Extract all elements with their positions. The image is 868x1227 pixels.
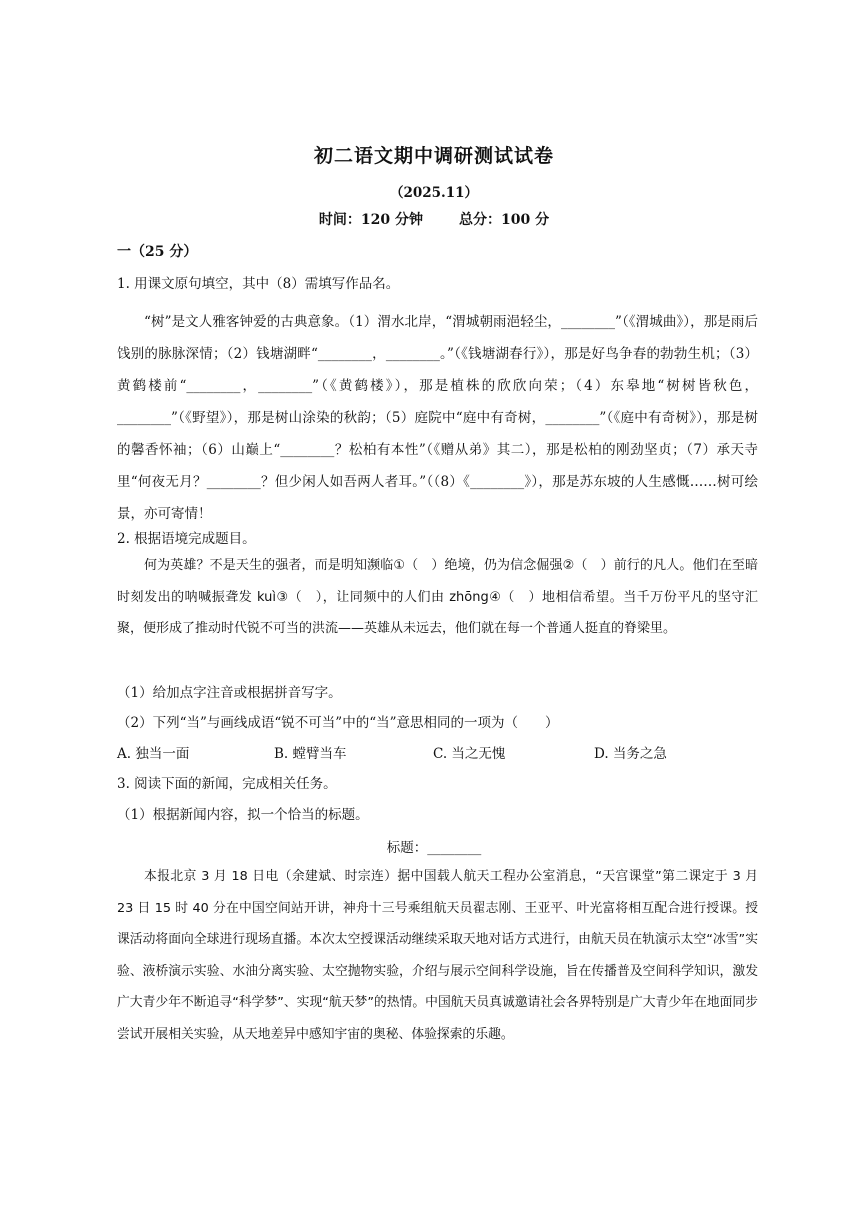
- option-a: A. 独当一面: [117, 746, 190, 762]
- question-1-passage: “树”是文人雅客钟爱的古典意象。（1）渭水北岸，“渭城朝雨浥轻尘，________”（《渭城曲》），那是雨后饯别的脉脉深情；（2）钱塘湖畔“________，________。”（《钱塘湖春行》），那是好鸟争春的勃勃生机；（3）黄鹤楼前“________，________”（《黄鹤楼》），那是植株的欣欣向荣；（4）东皋地“树树皆秋色，________”（《野望》），那是树山涂染的秋韵；（5）庭院中“庭中有奇树，________”（《庭中有奇树》），那是树的馨香怀袖；（6）山巅上“________？松柏有本性”（《赠从弟》其二），那是松柏的刚劲坚贞；（7）承天寺里“何夜无月？________？但少闲人如吾两人者耳。”（（8）《________》），那是苏东坡的人生感慨……树可绘景，亦可寄情！: [117, 314, 758, 522]
- option-c: C. 当之无愧: [433, 746, 506, 762]
- question-2-sub2: （2）下列“当”与画线成语“锐不可当”中的“当”意思相同的一项为（ ）: [117, 715, 559, 731]
- question-1-prompt: 1. 用课文原句填空，其中（8）需填写作品名。: [117, 276, 400, 292]
- option-b: B. 螳臂当车: [274, 746, 347, 762]
- exam-time: 时间：120 分钟: [318, 212, 423, 228]
- question-3-sub1: （1）根据新闻内容，拟一个恰当的标题。: [117, 807, 369, 823]
- exam-date: （2025.11）: [389, 185, 479, 201]
- question-3-prompt: 3. 阅读下面的新闻，完成相关任务。: [117, 776, 337, 792]
- news-passage: 本报北京 3 月 18 日电（余建斌、时宗连）据中国载人航天工程办公室消息，“天宫课堂”第二课定于 3 月 23 日 15 时 40 分在中国空间站开讲，神舟十三号乘组航天员翟志刚、王亚平、叶光富将相互配合进行授课。授课活动将面向全球进行现场直播。本次太空授课活动继续采取天地对话方式进行，由航天员在轨演示太空“冰雪”实验、液桥演示实验、水油分离实验、太空抛物实验，介绍与展示空间科学设施，旨在传播普及空间科学知识，激发广大青少年不断追寻“科学梦”、实现“航天梦”的热情。中国航天员真诚邀请社会各界特别是广大青少年在地面同步尝试开展相关实验，从天地差异中感知宇宙的奥秘、体验探索的乐趣。: [117, 869, 758, 1042]
- question-2-passage: 何为英雄？不是天生的强者，而是明知濒临①（ ）绝境，仍为信念倔强②（ ）前行的凡人。他们在至暗时刻发出的呐喊振聋发 kuì③（ ），让同频中的人们由 zhōng④（ ）地相信希望。当千万份平凡的坚守汇聚，便形成了推动时代锐不可当的洪流——英雄从未远去，他们就在每一个普通人挺直的脊梁里。: [117, 558, 758, 636]
- option-d: D. 当务之急: [594, 746, 667, 762]
- news-title-blank: 标题：________: [386, 840, 482, 856]
- exam-score: 总分：100 分: [459, 212, 550, 228]
- page-title: 初二语文期中调研测试试卷: [313, 145, 554, 167]
- question-2-prompt: 2. 根据语境完成题目。: [117, 531, 256, 547]
- question-2-sub1: （1）给加点字注音或根据拼音写字。: [117, 685, 342, 701]
- section-heading: 一（25 分）: [117, 244, 198, 260]
- exam-meta: [0, 209, 868, 229]
